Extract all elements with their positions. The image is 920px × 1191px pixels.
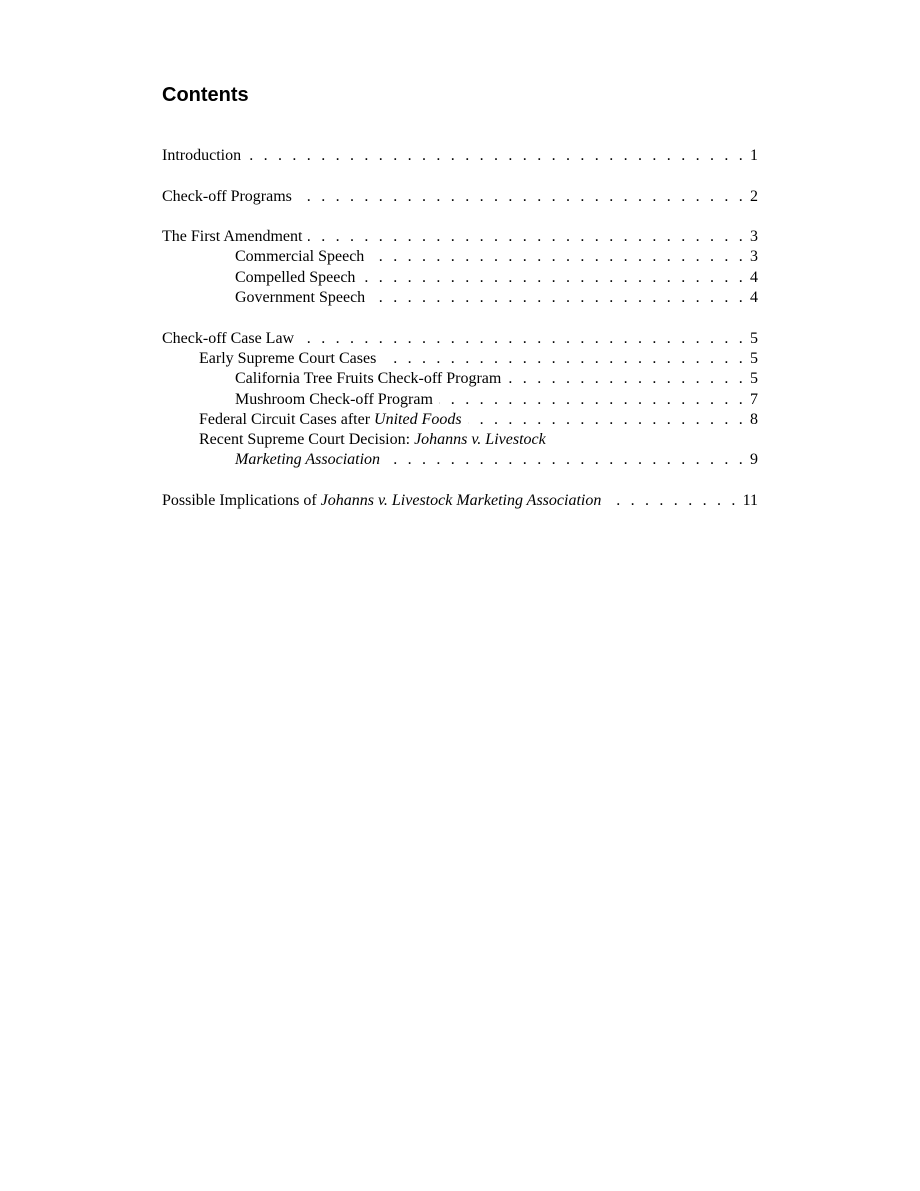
toc-entry-early-supreme-court-cases[interactable]	[162, 349, 758, 369]
toc-page-number: 1	[750, 147, 758, 164]
toc-entry-label: Commercial Speech	[235, 248, 365, 266]
toc-label-text: Recent Supreme Court Decision:	[199, 431, 411, 449]
toc-page-number: 3	[750, 228, 758, 246]
toc-entry-label	[199, 430, 546, 450]
toc-entry-recent-decision-line2[interactable]	[162, 450, 758, 470]
toc-entry-label: Government Speech	[235, 289, 366, 307]
toc-entry-government-speech[interactable]	[162, 288, 758, 308]
toc-entry-label	[162, 491, 601, 511]
toc-page-number: 4	[750, 268, 758, 286]
dot-leader	[382, 349, 746, 369]
toc-entry-mushroom-checkoff[interactable]	[162, 390, 758, 410]
toc-entry-label: Check-off Case Law	[162, 329, 295, 347]
toc-page-number: 11	[742, 492, 758, 510]
dot-leader	[247, 146, 746, 166]
toc-page-number: 9	[750, 451, 758, 469]
dot-leader	[300, 329, 746, 349]
toc-entry-checkoff-case-law[interactable]	[162, 329, 758, 349]
toc-entry-federal-circuit-cases[interactable]	[162, 410, 758, 430]
dot-leader	[386, 450, 746, 470]
toc-entry-possible-implications[interactable]	[162, 491, 758, 511]
toc-page-number: 3	[750, 248, 758, 266]
toc-label-text: Federal Circuit Cases after	[199, 410, 371, 428]
toc-entry-recent-decision-line1[interactable]	[162, 430, 758, 450]
dot-leader	[507, 369, 746, 389]
toc-page-number: 8	[750, 410, 758, 428]
dot-leader	[308, 227, 746, 247]
toc-label-case-name: Johanns v. Livestock	[414, 431, 546, 449]
toc-entry-checkoff-programs[interactable]	[162, 187, 758, 207]
toc-entry-introduction[interactable]	[162, 146, 758, 166]
toc-entry-california-tree-fruits[interactable]	[162, 369, 758, 389]
toc-entry-label: Compelled Speech	[235, 268, 356, 286]
toc-label-case-name: Marketing Association	[235, 451, 381, 469]
toc-page-number: 4	[750, 289, 758, 307]
toc-label-case-name: Johanns v. Livestock Marketing Association	[320, 492, 602, 510]
toc-page-number: 7	[750, 390, 758, 408]
toc-entry-label	[199, 410, 462, 430]
toc-entry-label: Mushroom Check-off Program	[235, 390, 433, 408]
page-title: Contents	[162, 84, 249, 106]
dot-leader	[371, 288, 746, 308]
toc-entry-label: Early Supreme Court Cases	[199, 349, 377, 367]
toc-page-number: 2	[750, 187, 758, 205]
dot-leader	[370, 247, 746, 267]
toc-page-number: 5	[750, 349, 758, 367]
table-of-contents	[162, 146, 758, 511]
toc-entry-label: Check-off Programs	[162, 187, 292, 205]
toc-entry-label: The First Amendment	[162, 228, 303, 246]
toc-entry-compelled-speech[interactable]	[162, 268, 758, 288]
dot-leader	[468, 410, 746, 430]
dot-leader	[361, 268, 746, 288]
dot-leader	[298, 187, 746, 207]
toc-label-text: Possible Implications of	[162, 492, 317, 510]
toc-entry-label: California Tree Fruits Check-off Program	[235, 370, 502, 388]
toc-label-case-name: United Foods	[374, 410, 462, 428]
toc-entry-label: Introduction	[162, 147, 242, 164]
dot-leader	[439, 390, 746, 410]
toc-entry-commercial-speech[interactable]	[162, 247, 758, 267]
toc-page-number: 5	[750, 370, 758, 388]
toc-page-number: 5	[750, 329, 758, 347]
toc-entry-first-amendment[interactable]	[162, 227, 758, 247]
dot-leader	[607, 491, 738, 511]
